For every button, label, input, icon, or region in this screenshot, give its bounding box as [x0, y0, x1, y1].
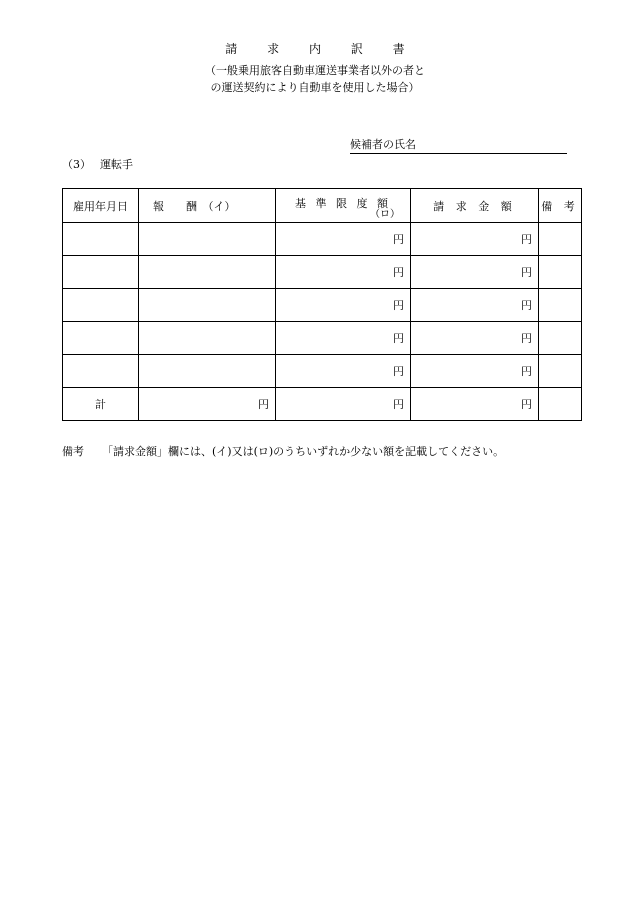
cell-limit[interactable]: 円 — [276, 355, 411, 388]
cell-date[interactable] — [63, 355, 139, 388]
title-char: 求 — [267, 42, 280, 56]
header-standard-limit — [276, 189, 411, 223]
table-row — [63, 355, 582, 388]
section-heading — [62, 156, 133, 172]
cell-claim[interactable]: 円 — [411, 322, 539, 355]
candidate-name-label: 候補者の氏名 — [350, 138, 416, 151]
cell-remarks[interactable] — [539, 322, 582, 355]
cell-remarks[interactable] — [539, 256, 582, 289]
cell-date[interactable] — [63, 223, 139, 256]
cell-claim[interactable]: 円 — [411, 223, 539, 256]
document-title — [0, 40, 630, 57]
total-label: 計 — [63, 388, 139, 421]
cell-limit[interactable]: 円 — [276, 223, 411, 256]
cell-remuneration[interactable] — [139, 289, 276, 322]
claim-breakdown-table — [62, 188, 582, 421]
cell-remuneration[interactable] — [139, 256, 276, 289]
candidate-name-field[interactable] — [350, 136, 567, 154]
header-standard-limit-label: 基 準 限 度 額 — [295, 196, 391, 210]
cell-date[interactable] — [63, 289, 139, 322]
document-subtitle — [0, 62, 630, 96]
header-remarks: 備 考 — [539, 189, 582, 223]
total-claim[interactable]: 円 — [411, 388, 539, 421]
cell-limit[interactable]: 円 — [276, 322, 411, 355]
cell-claim[interactable]: 円 — [411, 289, 539, 322]
header-claim-amount: 請 求 金 額 — [411, 189, 539, 223]
table-header-row — [63, 189, 582, 223]
title-char: 請 — [225, 42, 238, 56]
table-row — [63, 223, 582, 256]
title-char: 書 — [392, 42, 405, 56]
note-label: 備考 — [62, 445, 84, 458]
cell-date[interactable] — [63, 256, 139, 289]
header-employment-date: 雇用年月日 — [63, 189, 139, 223]
cell-claim[interactable]: 円 — [411, 256, 539, 289]
remarks-note — [62, 443, 504, 459]
cell-remuneration[interactable] — [139, 223, 276, 256]
cell-remuneration[interactable] — [139, 322, 276, 355]
title-char: 内 — [308, 42, 321, 56]
cell-remarks[interactable] — [539, 355, 582, 388]
subtitle-line-1: （一般乗用旅客自動車運送事業者以外の者と — [205, 64, 425, 77]
total-limit[interactable]: 円 — [276, 388, 411, 421]
title-char: 訳 — [350, 42, 363, 56]
table-row — [63, 256, 582, 289]
total-remuneration[interactable]: 円 — [139, 388, 276, 421]
section-number: （3） — [62, 158, 91, 171]
cell-date[interactable] — [63, 322, 139, 355]
total-row — [63, 388, 582, 421]
cell-remarks[interactable] — [539, 289, 582, 322]
cell-claim[interactable]: 円 — [411, 355, 539, 388]
header-remuneration: 報 酬 （イ） — [139, 189, 276, 223]
section-title: 運転手 — [100, 158, 133, 171]
table-row — [63, 289, 582, 322]
cell-limit[interactable]: 円 — [276, 289, 411, 322]
note-text: 「請求金額」欄には、(イ)又は(ロ)のうちいずれか少ない額を記載してください。 — [102, 445, 505, 458]
table-row — [63, 322, 582, 355]
subtitle-line-2: の運送契約により自動車を使用した場合） — [210, 81, 420, 94]
cell-limit[interactable]: 円 — [276, 256, 411, 289]
cell-remarks[interactable] — [539, 223, 582, 256]
header-standard-limit-sub: （ロ） — [370, 209, 400, 220]
total-remarks[interactable] — [539, 388, 582, 421]
cell-remuneration[interactable] — [139, 355, 276, 388]
